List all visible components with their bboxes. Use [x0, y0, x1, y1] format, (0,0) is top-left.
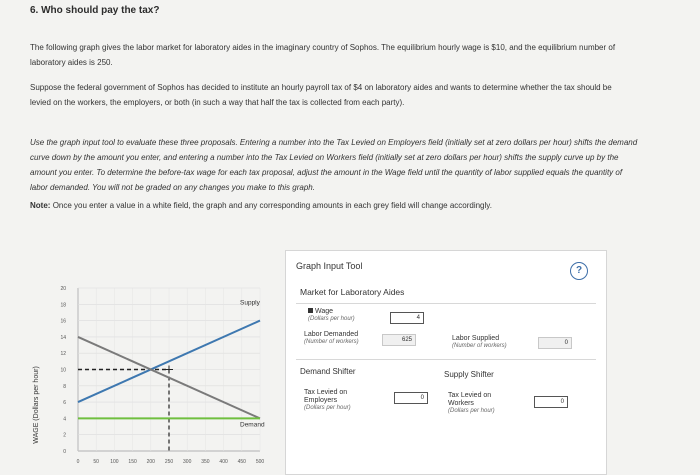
chart-svg[interactable]: [0, 255, 290, 473]
supply-shifter-heading: Supply Shifter: [444, 370, 494, 379]
tax-workers-input[interactable]: 0: [534, 396, 568, 408]
note-label: Note:: [30, 201, 51, 210]
tax-employers-label: Tax Levied on Employers (Dollars per hour): [304, 389, 351, 411]
wage-input[interactable]: 4: [390, 312, 424, 324]
y-tick-label: 14: [60, 334, 66, 341]
x-tick-label: 150: [128, 459, 137, 465]
labor-demanded-label: Labor Demanded (Number of workers): [304, 331, 359, 345]
labor-demanded-value: 625: [382, 334, 416, 346]
y-tick-label: 20: [60, 286, 66, 292]
divider: [296, 359, 596, 360]
y-tick-label: 12: [60, 351, 66, 358]
wage-label: Wage (Dollars per hour): [308, 308, 355, 322]
intro-paragraph: The following graph gives the labor market for laboratory aides in the imaginary country of Sophos. The equilibrium hourly wage is $10, and the equilibrium number of laboratory aides is 250.: [30, 43, 616, 67]
x-tick-label: 0: [76, 459, 80, 465]
tax-employers-input[interactable]: 0: [394, 392, 428, 404]
labor-market-graph[interactable]: [0, 255, 290, 473]
y-axis-label: WAGE (Dollars per hour): [33, 366, 40, 444]
y-tick-label: 2: [63, 432, 66, 439]
x-tick-label: 350: [201, 459, 210, 465]
help-icon[interactable]: ?: [570, 262, 588, 280]
tax-workers-label: Tax Levied on Workers (Dollars per hour): [448, 392, 495, 414]
tool-title: Graph Input Tool: [296, 261, 363, 271]
x-tick-label: 300: [183, 459, 192, 465]
wage-marker-icon: [308, 308, 313, 313]
y-tick-label: 18: [60, 302, 66, 309]
instructions-paragraph: Use the graph input tool to evaluate these three proposals. Entering a number into the Tax Levied on Employers field (initially set at zero dollars per hour) shifts the demand curve down by the amount you enter, and entering a number into the Tax Levied on Workers field (initially set at zero dollars per hour) shifts the supply curve up by the amount you enter. To determine the before-tax wage for each tax proposal, adjust the amount in the Wage field until the quantity of labor supplied equals the quantity of labor demanded. You will not be graded on any changes you make to this graph.: [30, 138, 638, 192]
y-tick-label: 8: [63, 383, 66, 390]
y-tick-label: 16: [60, 318, 66, 325]
divider: [296, 303, 596, 304]
note-text: Once you enter a value in a white field, the graph and any corresponding amounts in each grey field will change accordingly.: [52, 201, 492, 210]
supply-label: Supply: [240, 299, 260, 307]
note-paragraph: [30, 198, 650, 213]
x-tick-label: 400: [219, 459, 228, 465]
market-title: Market for Laboratory Aides: [300, 287, 405, 297]
y-tick-label: 4: [63, 416, 66, 423]
demand-shifter-heading: Demand Shifter: [300, 367, 356, 376]
x-tick-label: 250: [164, 459, 174, 465]
x-tick-label: 100: [110, 459, 119, 465]
y-tick-label: 10: [60, 367, 66, 374]
y-tick-label: 0: [63, 449, 66, 455]
graph-input-tool: [285, 250, 607, 475]
x-tick-label: 500: [255, 459, 265, 465]
x-tick-label: 50: [93, 459, 99, 465]
demand-label: Demand: [240, 421, 265, 429]
proposal-paragraph: Suppose the federal government of Sophos has decided to institute an hourly payroll tax of $4 on laboratory aides and wants to determine whether the tax should be levied on the workers, the employers, or both (in such a way that half the tax is collected from each party).: [30, 83, 612, 107]
y-tick-label: 6: [63, 400, 66, 407]
x-tick-label: 450: [237, 459, 246, 465]
labor-supplied-value: 0: [538, 337, 572, 349]
labor-supplied-label: Labor Supplied (Number of workers): [452, 335, 507, 349]
question-title: 6. Who should pay the tax?: [30, 5, 160, 16]
x-tick-label: 200: [146, 459, 155, 465]
